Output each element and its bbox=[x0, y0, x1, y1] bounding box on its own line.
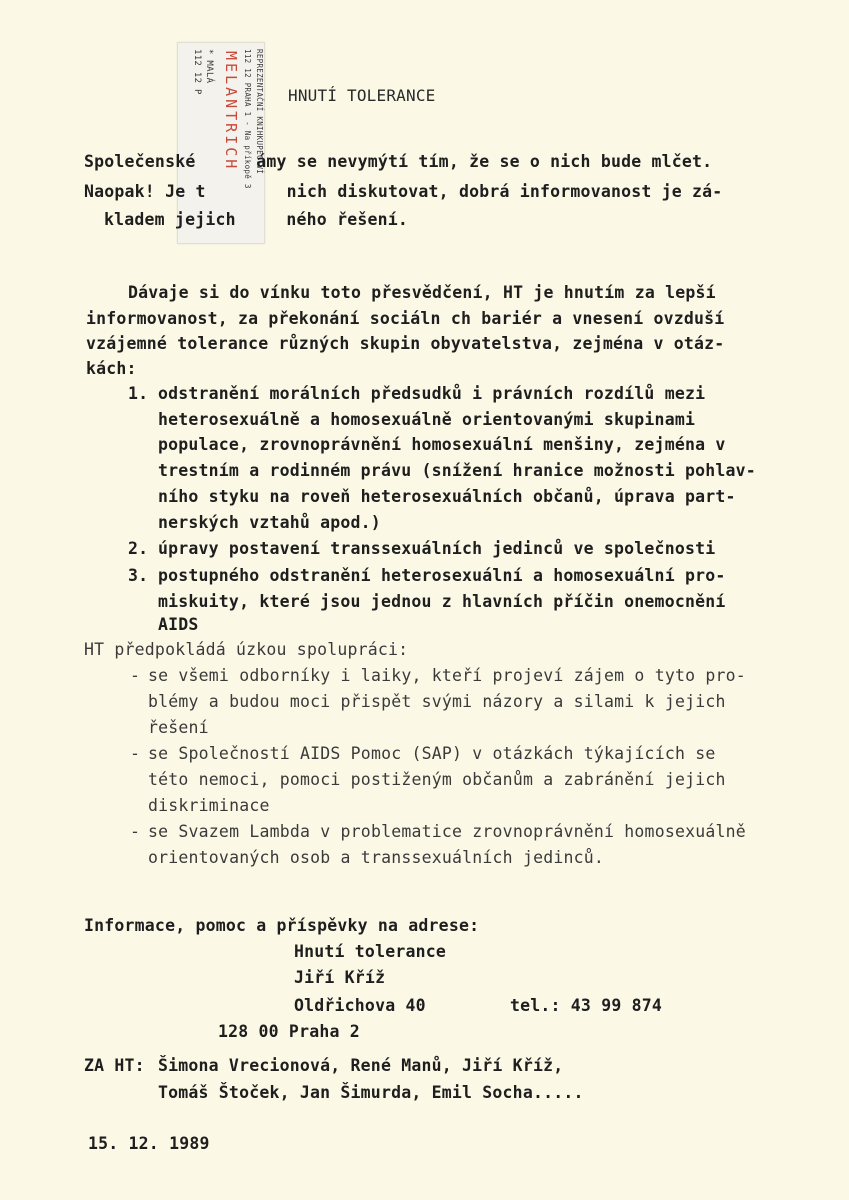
intro-line-2: Naopak! Je t nich diskutovat, dobrá informovanost je zá- bbox=[84, 182, 723, 201]
sticker-line2: 112 12 PRAHA 1 - Na příkopě 3 bbox=[243, 49, 252, 189]
coop-1-line-3: řešení bbox=[148, 718, 209, 737]
contact-phone: tel.: 43 99 874 bbox=[510, 996, 663, 1015]
sticker-brand: MELANTRICH bbox=[222, 51, 240, 172]
signatories-label: ZA HT: bbox=[84, 1056, 145, 1075]
signatories-line-1: Šimona Vrecionová, René Manů, Jiří Kříž, bbox=[158, 1056, 564, 1075]
document-date: 15. 12. 1989 bbox=[88, 1134, 210, 1153]
coop-2-dash: - bbox=[130, 744, 141, 763]
contact-org: Hnutí tolerance bbox=[294, 942, 447, 961]
sticker-line1: REPREZENTAČNÍ KNIHKUPECTVÍ bbox=[255, 49, 264, 175]
coop-1-dash: - bbox=[130, 666, 141, 685]
contact-street: Oldřichova 40 bbox=[294, 996, 426, 1015]
contact-intro: Informace, pomoc a příspěvky na adrese: bbox=[84, 916, 480, 935]
coop-2-line-3: diskriminace bbox=[148, 796, 270, 815]
coop-3-dash: - bbox=[130, 822, 141, 841]
document-title: HNUTÍ TOLERANCE bbox=[288, 86, 436, 105]
intro-line-1: Společenské ámy se nevymýtí tím, že se o nich bude mlčet. bbox=[84, 152, 713, 171]
contact-name: Jiří Kříž bbox=[294, 968, 386, 987]
coop-3-line-1: se Svazem Lambda v problematice zrovnoprávnění homosexuálně bbox=[148, 822, 746, 841]
item-2-number: 2. bbox=[128, 539, 149, 558]
coop-3-line-2: orientovaných osob a transsexuálních jedinců. bbox=[148, 848, 605, 867]
item-3-line-2: miskuity, které jsou jednou z hlavních příčin onemocnění bbox=[158, 592, 726, 611]
intro-line-3: kladem jejich ného řešení. bbox=[104, 210, 409, 229]
item-1-line-1: odstranění morálních předsudků i právních rozdílů mezi bbox=[158, 384, 706, 403]
para-line-3: vzájemné tolerance různých skupin obyvatelstva, zejména v otáz- bbox=[86, 334, 725, 353]
item-1-number: 1. bbox=[128, 384, 149, 403]
item-3-line-1: postupného odstranění heterosexuální a homosexuální pro- bbox=[158, 566, 726, 585]
item-2-line-1: úpravy postavení transsexuálních jedinců ve společnosti bbox=[158, 539, 716, 558]
para-line-4: kách: bbox=[86, 359, 137, 378]
para-line-2: informovanost, za překonání sociáln ch bariér a vnesení ovzduší bbox=[86, 309, 725, 328]
contact-city: 128 00 Praha 2 bbox=[218, 1022, 360, 1041]
item-1-line-6: nerských vztahů apod.) bbox=[158, 513, 381, 532]
item-3-number: 3. bbox=[128, 566, 149, 585]
coop-2-line-2: této nemoci, pomoci postiženým občanům a zabránění jejich bbox=[148, 770, 726, 789]
coop-2-line-1: se Společností AIDS Pomoc (SAP) v otázkách týkajících se bbox=[148, 744, 716, 763]
item-1-line-5: ního styku na roveň heterosexuálních občanů, úprava part- bbox=[158, 487, 736, 506]
sticker-partial2: 112 12 P bbox=[192, 49, 202, 95]
item-1-line-2: heterosexuálně a homosexuálně orientovanými skupinami bbox=[158, 410, 696, 429]
coop-1-line-2: blémy a budou moci přispět svými názory a silami k jejich bbox=[148, 692, 726, 711]
item-1-line-3: populace, zrovnoprávnění homosexuální menšiny, zejména v bbox=[158, 435, 726, 454]
signatories-line-2: Tomáš Štoček, Jan Šimurda, Emil Socha..... bbox=[158, 1083, 584, 1102]
coop-intro: HT předpokládá úzkou spolupráci: bbox=[84, 640, 409, 659]
item-3-line-3: AIDS bbox=[158, 615, 199, 634]
item-1-line-4: trestním a rodinném právu (snížení hranice možnosti pohlav- bbox=[158, 461, 756, 480]
coop-1-line-1: se všemi odborníky i laiky, kteří projeví zájem o tyto pro- bbox=[148, 666, 746, 685]
para-line-1: Dávaje si do vínku toto přesvědčení, HT je hnutím za lepší bbox=[128, 283, 716, 302]
sticker-partial1: * MALÁ bbox=[204, 49, 214, 84]
